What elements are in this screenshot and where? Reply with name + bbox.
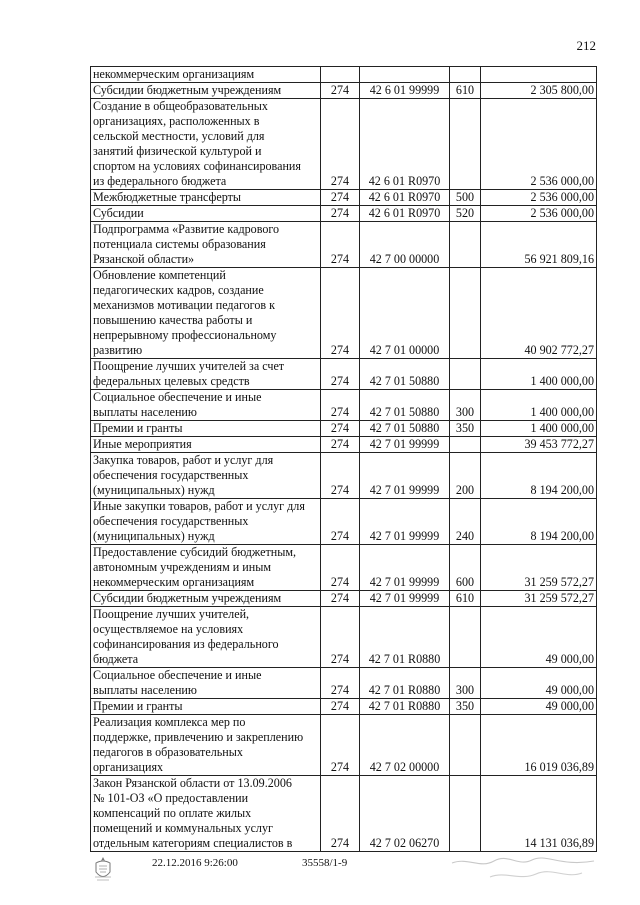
row-amount-cell: 49 000,00 xyxy=(481,668,597,699)
row-amount-cell: 16 019 036,89 xyxy=(481,715,597,776)
row-code-cell: 274 xyxy=(321,499,360,545)
row-name-cell: Поощрение лучших учителей, осуществляемое на условиях софинансирования из федерального бюджета xyxy=(91,607,321,668)
table-row xyxy=(91,359,597,390)
row-target-article-cell: 42 7 01 99999 xyxy=(360,437,450,453)
row-target-article-cell: 42 7 01 R0880 xyxy=(360,607,450,668)
table-row xyxy=(91,607,597,668)
row-code-cell: 274 xyxy=(321,359,360,390)
table-row xyxy=(91,99,597,190)
row-name-cell: Межбюджетные трансферты xyxy=(91,190,321,206)
table-row xyxy=(91,591,597,607)
row-code-cell: 274 xyxy=(321,83,360,99)
page-number: 212 xyxy=(576,38,596,53)
row-target-article-cell: 42 7 01 R0880 xyxy=(360,699,450,715)
row-expense-type-cell: 520 xyxy=(450,206,481,222)
row-code-cell xyxy=(321,67,360,83)
row-expense-type-cell xyxy=(450,268,481,359)
row-code-cell: 274 xyxy=(321,607,360,668)
row-target-article-cell: 42 6 01 R0970 xyxy=(360,190,450,206)
row-target-article-cell: 42 7 01 00000 xyxy=(360,268,450,359)
table-row xyxy=(91,268,597,359)
row-amount-cell: 2 305 800,00 xyxy=(481,83,597,99)
row-code-cell: 274 xyxy=(321,99,360,190)
row-expense-type-cell: 350 xyxy=(450,699,481,715)
coat-of-arms-icon xyxy=(92,855,114,883)
footer-document-id: 35558/1-9 xyxy=(302,857,348,869)
row-amount-cell: 56 921 809,16 xyxy=(481,222,597,268)
row-expense-type-cell xyxy=(450,607,481,668)
row-name-cell: Субсидии бюджетным учреждениям xyxy=(91,83,321,99)
row-amount-cell: 14 131 036,89 xyxy=(481,776,597,852)
row-expense-type-cell: 610 xyxy=(450,591,481,607)
row-target-article-cell: 42 6 01 R0970 xyxy=(360,206,450,222)
row-expense-type-cell xyxy=(450,222,481,268)
row-target-article-cell: 42 7 00 00000 xyxy=(360,222,450,268)
row-code-cell: 274 xyxy=(321,715,360,776)
row-name-cell: Создание в общеобразовательных организациях, расположенных в сельской местности, условий для занятий физической культурой и спортом на условиях софинансирования из федерального бюджета xyxy=(91,99,321,190)
table-row xyxy=(91,390,597,421)
row-amount-cell: 2 536 000,00 xyxy=(481,190,597,206)
footer-datetime: 22.12.2016 9:26:00 xyxy=(152,857,238,869)
row-name-cell: Подпрограмма «Развитие кадрового потенциала системы образования Рязанской области» xyxy=(91,222,321,268)
row-code-cell: 274 xyxy=(321,668,360,699)
row-name-cell: Социальное обеспечение и иные выплаты населению xyxy=(91,668,321,699)
row-code-cell: 274 xyxy=(321,390,360,421)
row-name-cell: Реализация комплекса мер по поддержке, привлечению и закреплению педагогов в образовательных организациях xyxy=(91,715,321,776)
row-name-cell: Премии и гранты xyxy=(91,421,321,437)
row-target-article-cell xyxy=(360,67,450,83)
row-expense-type-cell: 350 xyxy=(450,421,481,437)
row-target-article-cell: 42 7 01 99999 xyxy=(360,499,450,545)
table-row xyxy=(91,668,597,699)
row-expense-type-cell xyxy=(450,776,481,852)
row-name-cell: Социальное обеспечение и иные выплаты населению xyxy=(91,390,321,421)
row-code-cell: 274 xyxy=(321,206,360,222)
row-amount-cell: 2 536 000,00 xyxy=(481,99,597,190)
row-expense-type-cell: 610 xyxy=(450,83,481,99)
row-amount-cell: 1 400 000,00 xyxy=(481,390,597,421)
row-expense-type-cell: 600 xyxy=(450,545,481,591)
table-body xyxy=(91,67,597,852)
row-expense-type-cell xyxy=(450,67,481,83)
row-amount-cell: 2 536 000,00 xyxy=(481,206,597,222)
signature-stamp-icon xyxy=(448,855,598,885)
row-amount-cell: 8 194 200,00 xyxy=(481,453,597,499)
row-target-article-cell: 42 7 01 50880 xyxy=(360,359,450,390)
row-target-article-cell: 42 7 02 06270 xyxy=(360,776,450,852)
table-row xyxy=(91,190,597,206)
row-name-cell: Премии и гранты xyxy=(91,699,321,715)
table-row xyxy=(91,421,597,437)
table-row xyxy=(91,206,597,222)
row-target-article-cell: 42 6 01 99999 xyxy=(360,83,450,99)
row-name-cell: Обновление компетенций педагогических кадров, создание механизмов мотивации педагогов к повышению качества работы и непрерывному профессиональному развитию xyxy=(91,268,321,359)
row-code-cell: 274 xyxy=(321,437,360,453)
row-name-cell: Закупка товаров, работ и услуг для обеспечения государственных (муниципальных) нужд xyxy=(91,453,321,499)
row-name-cell: Иные закупки товаров, работ и услуг для обеспечения государственных (муниципальных) нужд xyxy=(91,499,321,545)
row-target-article-cell: 42 6 01 R0970 xyxy=(360,99,450,190)
row-amount-cell: 1 400 000,00 xyxy=(481,421,597,437)
table-row xyxy=(91,776,597,852)
row-target-article-cell: 42 7 01 99999 xyxy=(360,453,450,499)
row-code-cell: 274 xyxy=(321,591,360,607)
row-target-article-cell: 42 7 01 99999 xyxy=(360,591,450,607)
row-target-article-cell: 42 7 01 R0880 xyxy=(360,668,450,699)
row-target-article-cell: 42 7 01 50880 xyxy=(360,390,450,421)
row-name-cell: Закон Рязанской области от 13.09.2006 № 101-ОЗ «О предоставлении компенсаций по оплате жилых помещений и коммунальных услуг отдельным категориям специалистов в xyxy=(91,776,321,852)
row-amount-cell: 49 000,00 xyxy=(481,699,597,715)
table-row xyxy=(91,453,597,499)
row-expense-type-cell xyxy=(450,437,481,453)
row-name-cell: некоммерческим организациям xyxy=(91,67,321,83)
table-row xyxy=(91,222,597,268)
table-row xyxy=(91,83,597,99)
row-amount-cell: 31 259 572,27 xyxy=(481,591,597,607)
footer xyxy=(0,855,640,895)
row-amount-cell: 31 259 572,27 xyxy=(481,545,597,591)
row-code-cell: 274 xyxy=(321,190,360,206)
row-name-cell: Субсидии бюджетным учреждениям xyxy=(91,591,321,607)
row-expense-type-cell: 500 xyxy=(450,190,481,206)
row-expense-type-cell: 300 xyxy=(450,390,481,421)
row-expense-type-cell xyxy=(450,715,481,776)
table-row xyxy=(91,715,597,776)
row-amount-cell: 40 902 772,27 xyxy=(481,268,597,359)
row-amount-cell: 49 000,00 xyxy=(481,607,597,668)
row-name-cell: Субсидии xyxy=(91,206,321,222)
table-row xyxy=(91,437,597,453)
row-target-article-cell: 42 7 01 50880 xyxy=(360,421,450,437)
row-name-cell: Предоставление субсидий бюджетным, автономным учреждениям и иным некоммерческим организациям xyxy=(91,545,321,591)
row-name-cell: Иные мероприятия xyxy=(91,437,321,453)
row-target-article-cell: 42 7 02 00000 xyxy=(360,715,450,776)
table-row xyxy=(91,499,597,545)
row-code-cell: 274 xyxy=(321,268,360,359)
row-target-article-cell: 42 7 01 99999 xyxy=(360,545,450,591)
row-code-cell: 274 xyxy=(321,776,360,852)
table-row xyxy=(91,699,597,715)
row-name-cell: Поощрение лучших учителей за счет федеральных целевых средств xyxy=(91,359,321,390)
row-code-cell: 274 xyxy=(321,421,360,437)
row-code-cell: 274 xyxy=(321,545,360,591)
row-expense-type-cell: 200 xyxy=(450,453,481,499)
row-expense-type-cell xyxy=(450,359,481,390)
budget-table xyxy=(90,66,597,852)
row-expense-type-cell: 240 xyxy=(450,499,481,545)
row-amount-cell xyxy=(481,67,597,83)
row-code-cell: 274 xyxy=(321,453,360,499)
row-amount-cell: 1 400 000,00 xyxy=(481,359,597,390)
row-code-cell: 274 xyxy=(321,699,360,715)
row-code-cell: 274 xyxy=(321,222,360,268)
table-row xyxy=(91,545,597,591)
row-expense-type-cell xyxy=(450,99,481,190)
row-expense-type-cell: 300 xyxy=(450,668,481,699)
table-row xyxy=(91,67,597,83)
row-amount-cell: 8 194 200,00 xyxy=(481,499,597,545)
row-amount-cell: 39 453 772,27 xyxy=(481,437,597,453)
